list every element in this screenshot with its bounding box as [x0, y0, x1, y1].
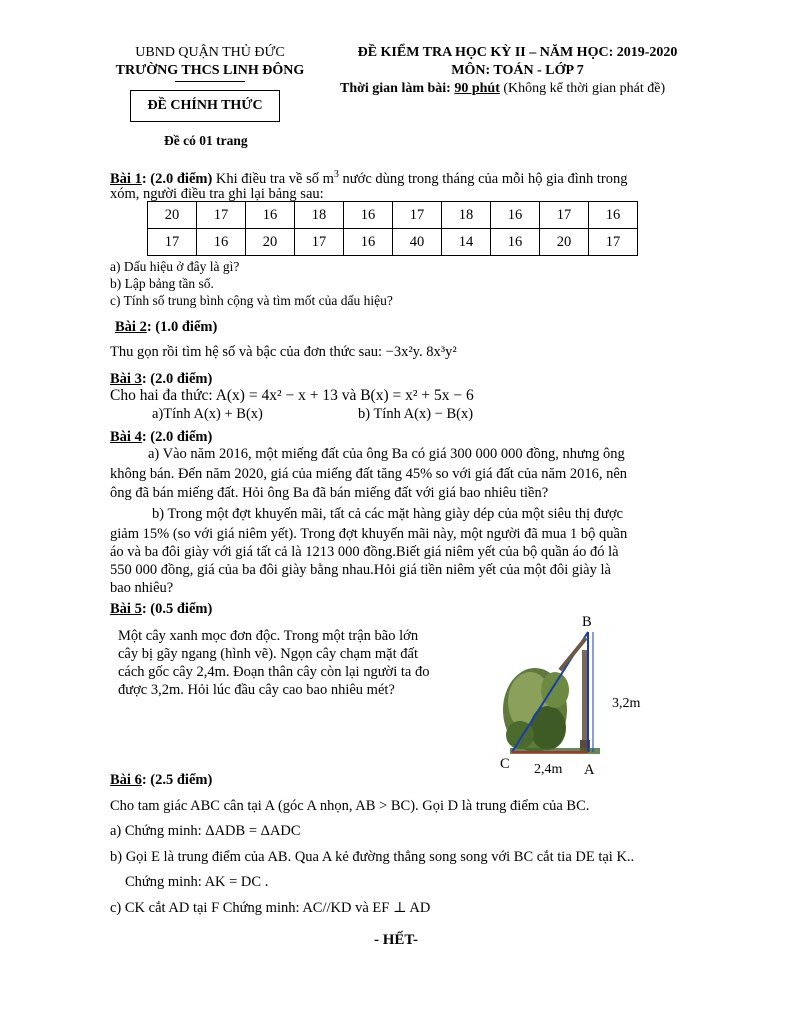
bai4-points: : (2.0 điểm) — [141, 429, 213, 445]
bai5-title: Bài 5 — [110, 601, 142, 617]
bai5-line1: Một cây xanh mọc đơn độc. Trong một trận bão lớn — [118, 628, 419, 644]
bai6-points: : (2.5 điểm) — [141, 772, 213, 788]
point-b-label: B — [582, 614, 592, 630]
table-cell: 16 — [197, 229, 246, 256]
table-row — [148, 229, 638, 256]
subject-line: MÔN: TOÁN - LỚP 7 — [451, 63, 584, 78]
bai6-intro: Cho tam giác ABC cân tại A (góc A nhọn, AB > BC). Gọi D là trung điểm của BC. — [110, 798, 590, 814]
bai6-question-a: a) Chứng minh: ΔADB = ΔADC — [110, 823, 301, 839]
bai4-title: Bài 4 — [110, 429, 142, 445]
pages-note: Đề có 01 trang — [164, 133, 248, 148]
bai5-points: : (0.5 điểm) — [141, 601, 213, 617]
end-mark: - HẾT- — [373, 932, 419, 948]
bai4-b-line5: bao nhiêu? — [110, 580, 174, 596]
school-district: UBND QUẬN THỦ ĐỨC — [135, 45, 285, 60]
bai1-text-line2: xóm, người điều tra ghi lại bảng sau: — [110, 186, 324, 202]
survey-table — [147, 201, 638, 256]
time-note: (Không kể thời gian phát đề) — [499, 81, 666, 96]
bai3-heading — [110, 370, 690, 388]
bai1-title: Bài 1 — [110, 170, 142, 187]
bai4-b-line1: b) Trong một đợt khuyến mãi, tất cả các mặt hàng giày dép của một siêu thị được — [152, 506, 623, 522]
school-name: TRƯỜNG THCS LINH ĐÔNG — [115, 63, 305, 78]
bai4-a-line2: không bán. Đến năm 2020, giá của miếng đất tăng 45% so với giá đất của năm 2016, nên — [110, 466, 628, 482]
bai4-a-line1: a) Vào năm 2016, một miếng đất của ông Ba có giá 300 000 000 đồng, nhưng ông — [148, 446, 625, 462]
table-cell: 14 — [442, 229, 491, 256]
bai5-line4: được 3,2m. Hỏi lúc đầu cây cao bao nhiêu mét? — [118, 682, 395, 698]
bai5-line2: cây bị gãy ngang (hình vẽ). Ngọn cây chạm mặt đất — [118, 646, 418, 662]
table-cell: 16 — [246, 202, 295, 229]
table-cell: 20 — [540, 229, 589, 256]
bai2-title: Bài 2 — [115, 319, 147, 335]
bai1-text-cont: nước dùng trong tháng của mỗi hộ gia đình trong — [338, 170, 628, 187]
bai1-text: Khi điều tra về số m — [212, 170, 334, 187]
table-cell: 17 — [393, 202, 442, 229]
point-a-label: A — [584, 762, 595, 778]
bai4-b-line4: 550 000 đồng, giá của ba đôi giày bằng nhau.Hỏi giá tiền niêm yết của một đôi giày là — [110, 562, 611, 578]
point-c-label: C — [500, 756, 510, 772]
time-value: 90 phút — [454, 81, 500, 96]
table-cell: 17 — [148, 229, 197, 256]
bai5-line3: cách gốc cây 2,4m. Đoạn thân cây còn lại người ta đo — [118, 664, 430, 680]
bai4-a-line3: ông đã bán miếng đất. Hỏi ông Ba đã bán miếng đất với giá bao nhiêu tiền? — [110, 485, 549, 501]
height-label: 3,2m — [612, 696, 641, 711]
base-label: 2,4m — [534, 762, 563, 777]
table-cell: 17 — [589, 229, 638, 256]
bai1-question-a: a) Dấu hiệu ở đây là gì? — [110, 259, 240, 274]
bai6-title: Bài 6 — [110, 772, 142, 788]
bai6-question-c: c) CK cắt AD tại F Chứng minh: AC//KD và EF ⊥ AD — [110, 900, 431, 916]
table-cell: 18 — [295, 202, 344, 229]
bai1-question-c: c) Tính số trung bình cộng và tìm mốt của dấu hiệu? — [110, 293, 393, 308]
bai3-title: Bài 3 — [110, 371, 142, 387]
table-cell: 20 — [246, 229, 295, 256]
bai5-text — [118, 627, 463, 699]
table-cell: 16 — [344, 229, 393, 256]
bai4-b-line3: áo và ba đôi giày với giá tất cả là 1213 000 đồng.Biết giá niêm yết của bộ quần áo đó là — [110, 544, 619, 560]
table-row — [148, 202, 638, 229]
bai1-points: : (2.0 điểm) — [141, 170, 213, 187]
official-box — [130, 90, 280, 122]
table-cell: 40 — [393, 229, 442, 256]
bai1-sup: 3 — [333, 169, 339, 180]
bai3-question-b: b) Tính A(x) − B(x) — [358, 406, 474, 422]
time-line — [340, 81, 700, 97]
bai6-question-b-proof: Chứng minh: AK = DC . — [125, 874, 269, 890]
table-cell: 16 — [491, 202, 540, 229]
bai1-question-b: b) Lập bảng tần số. — [110, 276, 214, 291]
table-cell: 16 — [491, 229, 540, 256]
bai2-points: : (1.0 điểm) — [146, 319, 218, 335]
bai4-b-line2: giảm 15% (so với giá niêm yết). Trong đợt khuyến mãi này, một người đã mua 1 bộ quần — [110, 526, 628, 542]
official-label: ĐỀ CHÍNH THỨC — [147, 98, 263, 113]
table-cell: 16 — [589, 202, 638, 229]
school-underline — [175, 81, 245, 82]
bai3-question-a: a)Tính A(x) + B(x) — [152, 406, 263, 422]
exam-title: ĐỀ KIỂM TRA HỌC KỲ II – NĂM HỌC: 2019-2020 — [357, 45, 678, 60]
table-cell: 20 — [148, 202, 197, 229]
table-cell: 18 — [442, 202, 491, 229]
bai4-heading — [110, 428, 690, 446]
broken-tree-figure — [490, 610, 680, 785]
bai6-question-b: b) Gọi E là trung điểm của AB. Qua A kẻ đường thẳng song song với BC cắt tia DE tại K.. — [110, 849, 635, 865]
table-cell: 16 — [344, 202, 393, 229]
table-cell: 17 — [295, 229, 344, 256]
bai3-points: : (2.0 điểm) — [141, 371, 213, 387]
table-cell: 17 — [540, 202, 589, 229]
time-label: Thời gian làm bài: — [340, 81, 455, 96]
bai6-heading — [110, 771, 690, 789]
table-cell: 17 — [197, 202, 246, 229]
bai2-text: Thu gọn rồi tìm hệ số và bậc của đơn thức sau: −3x²y. 8x³y² — [110, 344, 457, 360]
bai2-heading — [115, 318, 695, 336]
tree-foliage-icon — [503, 668, 569, 752]
bai3-text: Cho hai đa thức: A(x) = 4x² − x + 13 và B(x) = x² + 5x − 6 — [110, 387, 474, 404]
